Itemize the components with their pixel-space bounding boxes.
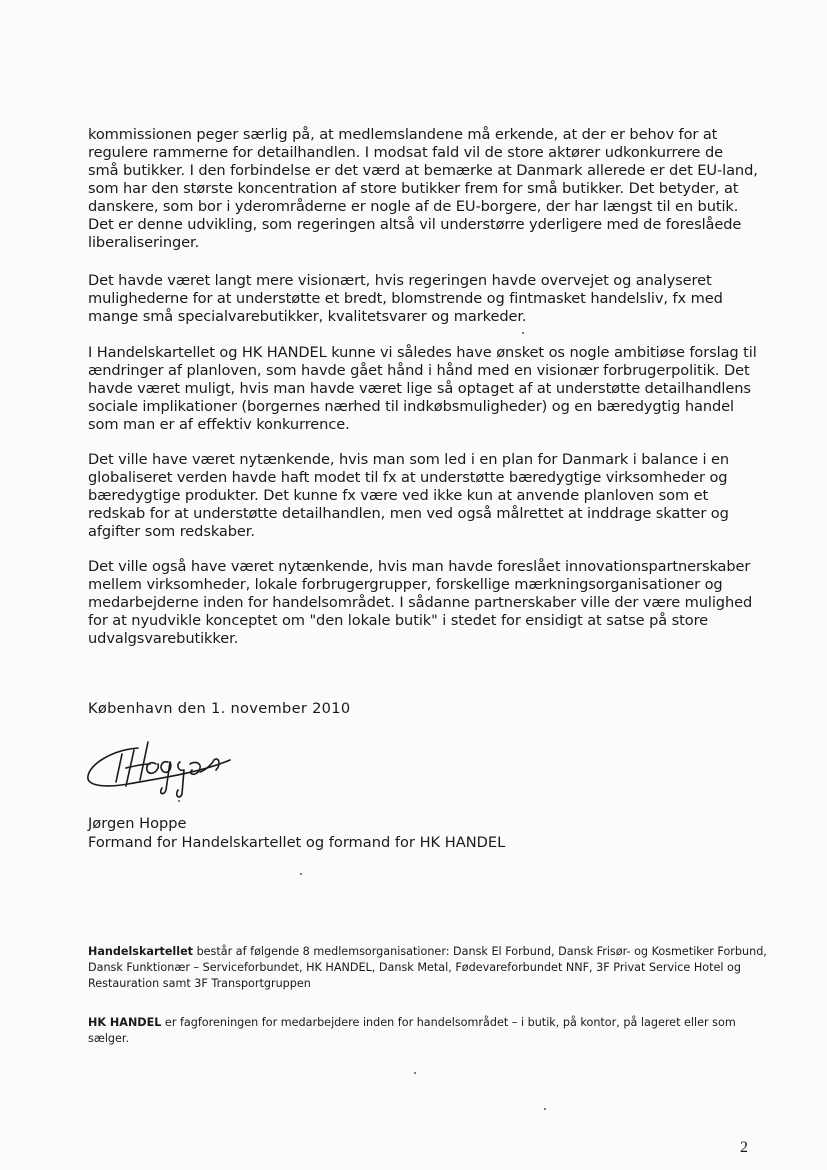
scan-speck — [544, 1108, 546, 1110]
footer-note-1-text: består af følgende 8 medlemsorganisationer: Dansk El Forbund, Dansk Frisør- og Kosmetiker Forbund, Dansk Funktionær – Serviceforbundet, HK HANDEL, Dansk Metal, Fødevareforbundet NNF, 3F Privat Service Hotel og Restauration samt 3F Transportgruppen — [88, 945, 767, 990]
signer-title: Formand for Handelskartellet og formand for HK HANDEL — [88, 834, 506, 851]
scan-speck — [300, 873, 302, 875]
footer-note-handelskartellet — [88, 944, 768, 992]
scan-speck — [522, 332, 524, 334]
footer-note-2-bold: HK HANDEL — [88, 1016, 162, 1029]
body-paragraph-1: kommissionen peger særlig på, at medlemslandene må erkende, at der er behov for at regulere rammerne for detailhandlen. I modsat fald vil de store aktører udkonkurrere de små butikker. I den forbindelse er det værd at bemærke at Danmark allerede er det EU-land, som har den største koncentration af store butikker frem for små butikker. Det betyder, at danskere, som bor i yderområderne er nogle af de EU-borgere, der har længst til en butik. Det er denne udvikling, som regeringen altså vil understørre yderligere med de foreslåede liberaliseringer. — [88, 126, 758, 251]
body-paragraph-3: I Handelskartellet og HK HANDEL kunne vi således have ønsket os nogle ambitiøse forslag til ændringer af planloven, som havde gået hånd i hånd med en visionær forbrugerpolitik. Det havde været muligt, hvis man havde været lige så optaget af at understøtte detailhandlens sociale implikationer (borgernes nærhed til indkøbsmuligheder) og en bæredygtig handel som man er af effektiv konkurrence. — [88, 344, 757, 433]
page-number: 2 — [740, 1139, 748, 1156]
footer-note-hk-handel — [88, 1015, 768, 1047]
footer-note-1-bold: Handelskartellet — [88, 945, 194, 958]
signer-name: Jørgen Hoppe — [88, 815, 187, 832]
body-paragraph-5: Det ville også have været nytænkende, hvis man havde foreslået innovationspartnerskaber mellem virksomheder, lokale forbrugergrupper, forskellige mærkningsorganisationer og medarbejderne inden for handelsområdet. I sådanne partnerskaber ville der være mulighed for at nyudvikle konceptet om "den lokale butik" i stedet for ensidigt at satse på store udvalgsvarebutikker. — [88, 558, 753, 647]
footer-note-2-text: er fagforeningen for medarbejdere inden for handelsområdet – i butik, på kontor, på lageret eller som sælger. — [88, 1016, 736, 1045]
place-and-date: København den 1. november 2010 — [88, 700, 351, 717]
body-paragraph-4: Det ville have været nytænkende, hvis man som led i en plan for Danmark i balance i en globaliseret verden havde haft modet til fx at understøtte bæredygtige virksomheder og bæredygtige produkter. Det kunne fx være ved ikke kun at anvende planloven som et redskab for at understøtte detailhandlen, men ved også målrettet at inddrage skatter og afgifter som redskaber. — [88, 451, 730, 540]
scan-speck — [178, 800, 180, 802]
scan-speck — [414, 1072, 416, 1074]
body-paragraph-2: Det havde været langt mere visionært, hvis regeringen havde overvejet og analyseret mulighederne for at understøtte et bredt, blomstrende og fintmasket handelsliv, fx med mange små specialvarebutikker, kvalitetsvarer og markeder. — [88, 272, 723, 325]
handwritten-signature-icon — [82, 730, 242, 802]
